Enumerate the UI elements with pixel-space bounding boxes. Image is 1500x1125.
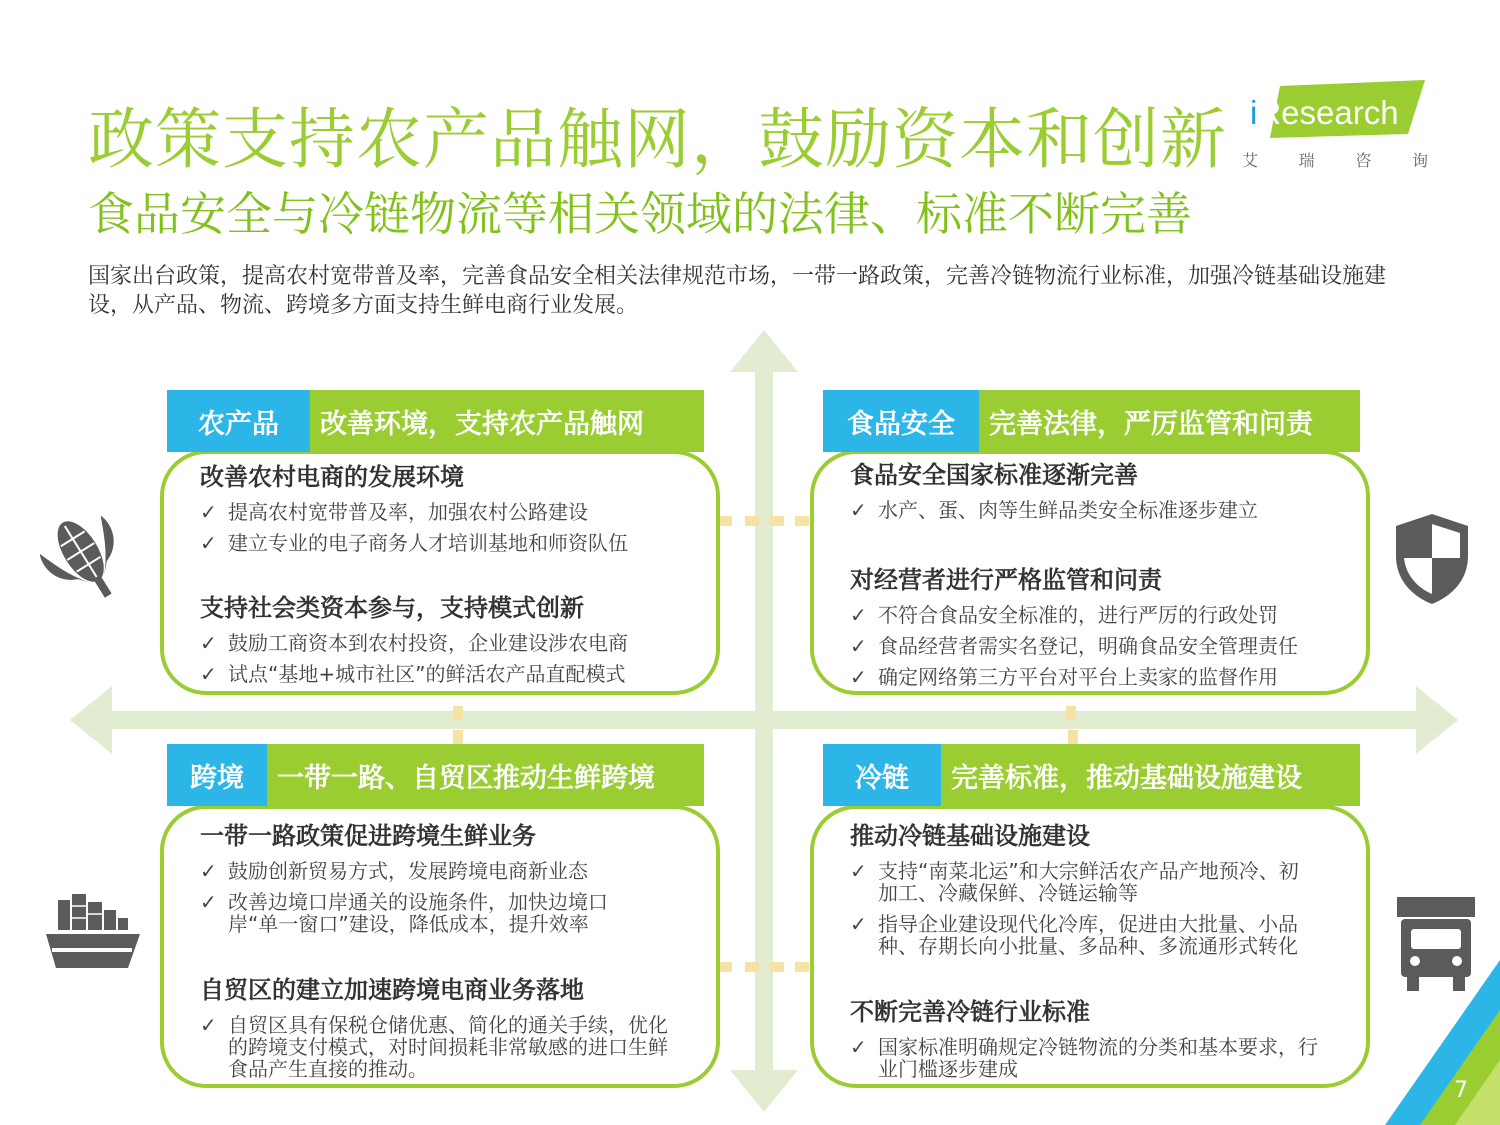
- check-icon: ✓: [850, 859, 867, 883]
- cross-tag: [167, 744, 704, 806]
- horizontal-axis: [105, 711, 1423, 729]
- agri-category: 农产品: [167, 390, 310, 452]
- intro-paragraph: 国家出台政策，提高农村宽带普及率，完善食品安全相关法律规范市场，一带一路政策，完善冷链物流行业标准，加强冷链基础设施建设，从产品、物流、跨境多方面支持生鲜电商行业发展。: [88, 264, 1387, 318]
- list-item: ✓ 指导企业建设现代化冷库，促进由大批量、小品种、存期长向小批量、多品种、多流通形式转化: [850, 912, 1298, 958]
- list-item: ✓ 支持“南菜北运”和大宗鲜活农产品产地预冷、初加工、冷藏保鲜、冷链运输等: [850, 859, 1299, 905]
- right-arrow-head: [1416, 686, 1458, 754]
- check-icon: ✓: [850, 603, 867, 627]
- corn-icon: [40, 510, 132, 610]
- page-subtitle: 食品安全与冷链物流等相关领域的法律、标准不断完善: [88, 187, 1192, 241]
- food-section-1: 食品安全国家标准逐渐完善 ✓ 水产、蛋、肉等生鲜品类安全标准逐步建立: [850, 455, 1350, 521]
- list-item: ✓ 鼓励创新贸易方式，发展跨境电商新业态: [200, 859, 588, 883]
- cold-tag: [823, 744, 1360, 806]
- cold-section-2: 不断完善冷链行业标准 ✓ 国家标准明确规定冷链物流的分类和基本要求，行业门槛逐步建成: [850, 992, 1330, 1080]
- cold-category: 冷链: [823, 744, 941, 806]
- left-arrow-head: [70, 686, 112, 754]
- check-icon: ✓: [200, 890, 217, 914]
- list-item: ✓ 不符合食品安全标准的，进行严厉的行政处罚: [850, 603, 1278, 627]
- list-item: ✓ 鼓励工商资本到农村投资，企业建设涉农电商: [200, 631, 628, 655]
- cross-headline: 一带一路、自贸区推动生鲜跨境: [267, 744, 704, 806]
- food-section-2: 对经营者进行严格监管和问责 ✓ 不符合食品安全标准的，进行严厉的行政处罚 ✓ 食品经营者需实名登记，明确食品安全管理责任 ✓ 确定网络第三方平台对平台上卖家的监督作用: [850, 560, 1350, 688]
- list-item: ✓ 试点“基地+城市社区”的鲜活农产品直配模式: [200, 662, 626, 686]
- logo-chinese-name: 艾 瑞 咨 询: [1242, 151, 1428, 170]
- check-icon: ✓: [850, 665, 867, 689]
- page-number: 7: [1454, 1078, 1468, 1103]
- iresearch-logo: iResearch 艾 瑞 咨 询: [1240, 80, 1430, 170]
- list-item: ✓ 确定网络第三方平台对平台上卖家的监督作用: [850, 665, 1278, 689]
- food-headline: 完善法律，严厉监管和问责: [979, 390, 1360, 452]
- check-icon: ✓: [200, 531, 217, 555]
- food-category: 食品安全: [823, 390, 979, 452]
- list-item: ✓ 提高农村宽带普及率，加强农村公路建设: [200, 500, 588, 524]
- list-item: ✓ 建立专业的电子商务人才培训基地和师资队伍: [200, 531, 628, 555]
- check-icon: ✓: [200, 1013, 217, 1037]
- check-icon: ✓: [200, 631, 217, 655]
- page-title: 政策支持农产品触网，鼓励资本和创新: [88, 101, 1227, 178]
- list-item: ✓ 改善边境口岸通关的设施条件，加快边境口岸“单一窗口”建设，降低成本，提升效率: [200, 890, 608, 936]
- agri-headline: 改善环境，支持农产品触网: [310, 390, 704, 452]
- cargo-ship-icon: [42, 890, 142, 974]
- check-icon: ✓: [850, 634, 867, 658]
- agri-section-2: 支持社会类资本参与，支持模式创新 ✓ 鼓励工商资本到农村投资，企业建设涉农电商 ✓ 试点“基地+城市社区”的鲜活农产品直配模式: [200, 588, 700, 685]
- down-arrow-head: [730, 1070, 798, 1112]
- agri-section-1: 改善农村电商的发展环境 ✓ 提高农村宽带普及率，加强农村公路建设 ✓ 建立专业的电子商务人才培训基地和师资队伍: [200, 457, 700, 554]
- check-icon: ✓: [200, 500, 217, 524]
- check-icon: ✓: [850, 1035, 867, 1059]
- cross-section-2: 自贸区的建立加速跨境电商业务落地 ✓ 自贸区具有保税仓储优惠、简化的通关手续，优化的跨境支付模式，对时间损耗非常敏感的进口生鲜食品产生直接的推动。: [200, 976, 668, 1081]
- up-arrow-head: [730, 330, 798, 372]
- check-icon: ✓: [850, 498, 867, 522]
- check-icon: ✓: [200, 662, 217, 686]
- list-item: ✓ 食品经营者需实名登记，明确食品安全管理责任: [850, 634, 1298, 658]
- list-item: ✓ 自贸区具有保税仓储优惠、简化的通关手续，优化的跨境支付模式，对时间损耗非常敏感的进口生鲜食品产生直接的推动。: [200, 1013, 668, 1081]
- list-item: ✓ 国家标准明确规定冷链物流的分类和基本要求，行业门槛逐步建成: [850, 1035, 1318, 1081]
- agri-tag: [167, 390, 704, 452]
- cross-section-1: 一带一路政策促进跨境生鲜业务 ✓ 鼓励创新贸易方式，发展跨境电商新业态 ✓ 改善边境口岸通关的设施条件，加快边境口岸“单一窗口”建设，降低成本，提升效率: [200, 816, 690, 935]
- list-item: ✓ 水产、蛋、肉等生鲜品类安全标准逐步建立: [850, 498, 1258, 522]
- cold-section-1: 推动冷链基础设施建设 ✓ 支持“南菜北运”和大宗鲜活农产品产地预冷、初加工、冷藏保鲜、冷链运输等 ✓ 指导企业建设现代化冷库，促进由大批量、小品种、存期长向小批量、多品种、多流通形式转化: [850, 816, 1330, 957]
- check-icon: ✓: [850, 912, 867, 936]
- cold-headline: 完善标准，推动基础设施建设: [941, 744, 1360, 806]
- food-tag: [823, 390, 1360, 452]
- cross-category: 跨境: [167, 744, 267, 806]
- shield-icon: [1392, 512, 1472, 606]
- check-icon: ✓: [200, 859, 217, 883]
- truck-icon: [1397, 897, 1475, 993]
